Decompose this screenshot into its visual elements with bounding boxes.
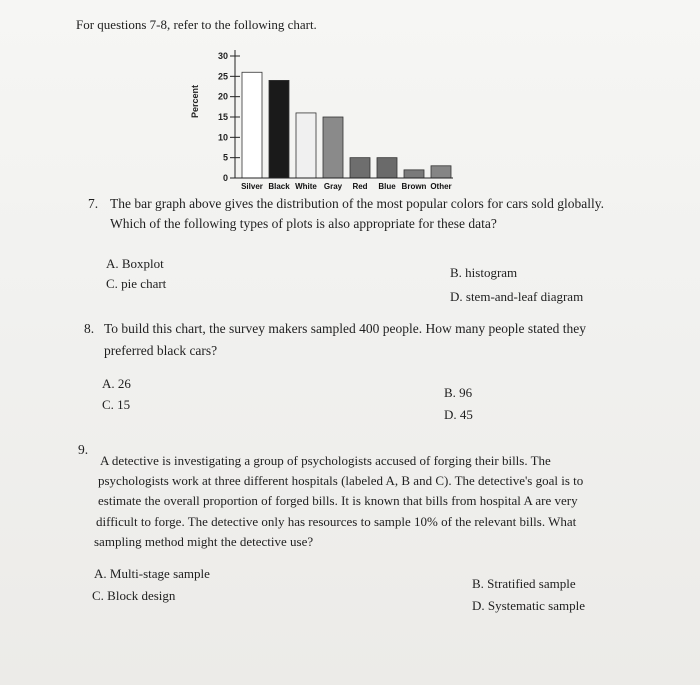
question-9-number: 9. <box>78 442 89 457</box>
x-tick-label-silver: Silver <box>241 182 263 191</box>
y-tick-label: 15 <box>217 112 228 122</box>
question-9-option-c[interactable]: C. Block design <box>92 588 176 603</box>
y-tick-label: 10 <box>217 132 228 143</box>
question-7-option-a[interactable]: A. Boxplot <box>106 256 164 271</box>
bar-brown <box>404 170 424 178</box>
question-9-text-line3: estimate the overall proportion of forged bills. It is known that bills from hospital A are very <box>98 493 578 508</box>
question-8-number: 8. <box>84 321 95 336</box>
bar-blue <box>377 158 397 178</box>
y-tick-label: 5 <box>222 152 228 163</box>
x-tick-label-white: White <box>295 182 317 191</box>
x-tick-label-black: Black <box>268 182 290 191</box>
question-8-option-c[interactable]: C. 15 <box>102 397 131 412</box>
x-tick-label-brown: Brown <box>401 182 427 191</box>
x-tick-label-other: Other <box>430 182 452 191</box>
bar-other <box>431 166 451 178</box>
question-8-option-d[interactable]: D. 45 <box>444 407 473 422</box>
question-9-option-a[interactable]: A. Multi-stage sample <box>94 566 210 581</box>
bar-silver <box>242 72 262 178</box>
question-8-option-a[interactable]: A. 26 <box>102 376 131 391</box>
question-9-text-line5: sampling method might the detective use? <box>94 534 314 549</box>
question-7-text-line1: The bar graph above gives the distribution of the most popular colors for cars sold globally. <box>110 196 605 211</box>
bar-red <box>350 158 370 178</box>
bar-black <box>269 80 289 178</box>
question-9-option-d[interactable]: D. Systematic sample <box>472 598 586 613</box>
instructions-header: For questions 7-8, refer to the following chart. <box>76 17 317 32</box>
y-tick-label: 25 <box>217 71 228 82</box>
question-7-option-c[interactable]: C. pie chart <box>106 276 167 291</box>
question-8-text-line1: To build this chart, the survey makers sampled 400 people. How many people stated they <box>104 321 586 336</box>
x-tick-label-blue: Blue <box>378 182 396 191</box>
x-tick-label-gray: Gray <box>323 182 343 191</box>
y-tick-label: 30 <box>217 51 228 61</box>
bar-gray <box>323 117 343 178</box>
question-8-text-line2: preferred black cars? <box>104 343 218 358</box>
question-7-text-line2: Which of the following types of plots is also appropriate for these data? <box>110 216 497 231</box>
chart-y-axis-label: Percent <box>190 84 200 118</box>
question-7-option-b[interactable]: B. histogram <box>450 265 518 280</box>
question-9-option-b[interactable]: B. Stratified sample <box>472 576 576 591</box>
question-9-text-line4: difficult to forge. The detective only has resources to sample 10% of the relevant bills. What <box>96 514 577 529</box>
y-tick-label: 20 <box>217 91 228 102</box>
question-7-option-d[interactable]: D. stem-and-leaf diagram <box>450 289 584 304</box>
bar-white <box>296 113 316 178</box>
question-7-number: 7. <box>88 196 99 211</box>
question-9-text-line2: psychologists work at three different hospitals (labeled A, B and C). The detective's goal is to <box>98 473 584 488</box>
question-8-option-b[interactable]: B. 96 <box>444 385 473 400</box>
y-tick-label: 0 <box>222 173 228 183</box>
x-tick-label-red: Red <box>352 182 368 191</box>
question-9-text-line1: A detective is investigating a group of psychologists accused of forging their bills. The <box>100 453 551 468</box>
car-color-bar-chart <box>195 40 475 200</box>
